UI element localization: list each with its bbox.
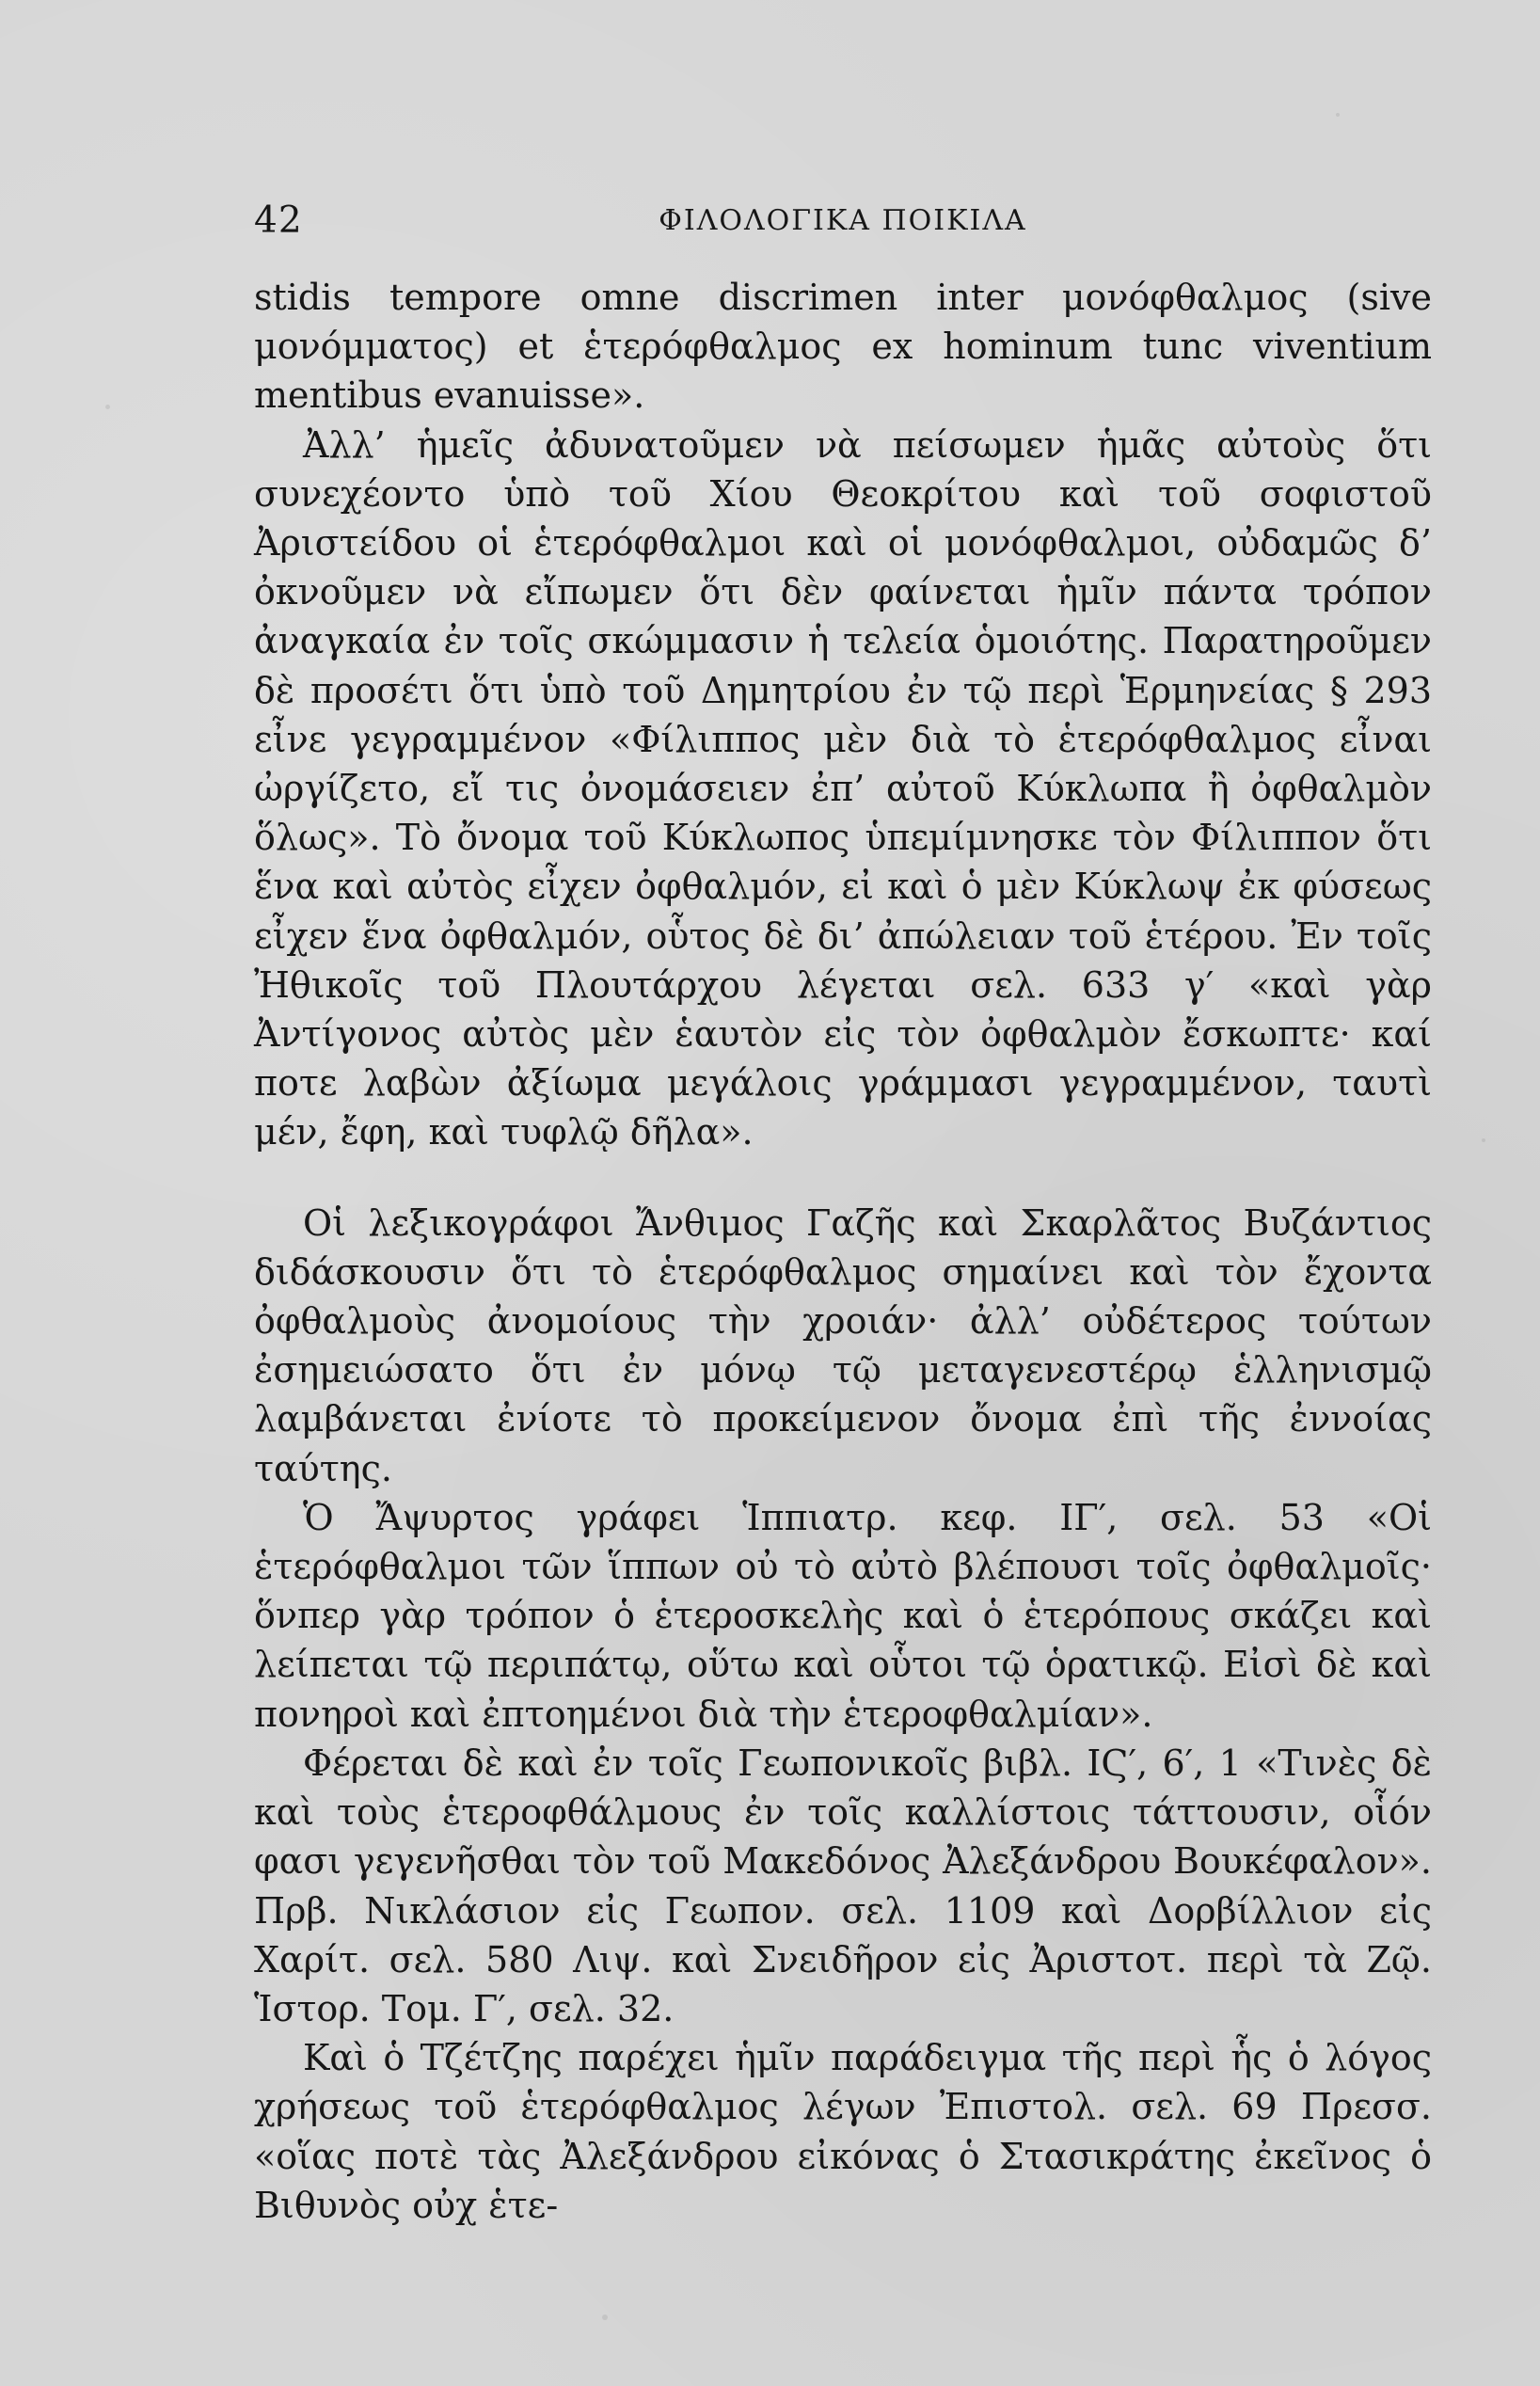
running-head [254, 193, 1432, 249]
paragraph-6: Καὶ ὁ Τζέτζης παρέχει ἡμῖν παράδειγμα τῆς περὶ ἧς ὁ λόγος χρήσεως τοῦ ἑτερόφθαλμος λέγων Ἐπιστολ. σελ. 69 Πρεσσ. «οἵας ποτὲ τὰς Ἀλεξάνδρου εἰκόνας ὁ Στασικράτης ἐκεῖνος ὁ Βιθυνὸς οὐχ ἑτε- [254, 2037, 1432, 2226]
body-text [254, 273, 1432, 2230]
paragraph-4: Ὁ Ἄψυρτος γράφει Ἱππιατρ. κεφ. ΙΓ′, σελ. 53 «Οἱ ἑτερόφθαλμοι τῶν ἵππων οὐ τὸ αὐτὸ βλέπουσι τοῖς ὀφθαλμοῖς· ὅνπερ γὰρ τρόπον ὁ ἑτεροσκελὴς καὶ ὁ ἑτερόπους σκάζει καὶ λείπεται τῷ περιπάτῳ, οὕτω καὶ οὗτοι τῷ ὁρατικῷ. Εἰσὶ δὲ καὶ πονηροὶ καὶ ἐπτοημένοι διὰ τὴν ἑτεροφθαλμίαν». [254, 1496, 1432, 1735]
paper-speck [105, 405, 110, 409]
paragraph-3: Οἱ λεξικογράφοι Ἄνθιμος Γαζῆς καὶ Σκαρλᾶτος Βυζάντιος διδάσκουσιν ὅτι τὸ ἑτερόφθαλμος σημαίνει καὶ τὸν ἔχοντα ὀφθαλμοὺς ἀνομοίους τὴν χροιάν· ἀλλ’ οὐδέτερος τούτων ἐσημειώσατο ὅτι ἐν μόνῳ τῷ μεταγενεστέρῳ ἑλληνισμῷ λαμβάνεται ἐνίοτε τὸ προκείμενον ὄνομα ἐπὶ τῆς ἐννοίας ταύτης. [254, 1201, 1432, 1489]
paper-speck [602, 2314, 608, 2320]
paragraph-1: stidis tempore omne discrimen inter μονόφθαλμος (sive μονόμματος) et ἑτερόφθαλμος ex hominum tunc viventium mentibus evanuisse». [254, 277, 1432, 417]
page-number: 42 [254, 199, 303, 242]
paper-speck [1482, 1138, 1485, 1142]
paragraph-5: Φέρεται δὲ καὶ ἐν τοῖς Γεωπονικοῖς βιβλ. ΙϚ′, 6′, 1 «Τινὲς δὲ καὶ τοὺς ἑτεροφθάλμους ἐν τοῖς καλλίστοις τάττουσιν, οἷόν φασι γεγενῆσθαι τὸν τοῦ Μακεδόνος Ἀλεξάνδρου Βουκέφαλον». Πρβ. Νικλάσιον εἰς Γεωπον. σελ. 1109 καὶ Δορβίλλιον εἰς Χαρίτ. σελ. 580 Λιψ. καὶ Σνειδῆρον εἰς Ἀριστοτ. περὶ τὰ Ζῷ. Ἱστορ. Τομ. Γ′, σελ. 32. [254, 1742, 1432, 2029]
paper-speck [1336, 113, 1340, 117]
page-header: ΦΙΛΟΛΟΓΙΚΑ ΠΟΙΚΙΛΑ [659, 204, 1027, 237]
paragraph-2: Ἀλλ’ ἡμεῖς ἀδυνατοῦμεν νὰ πείσωμεν ἡμᾶς αὐτοὺς ὅτι συνεχέοντο ὑπὸ τοῦ Χίου Θεοκρίτου καὶ τοῦ σοφιστοῦ Ἀριστείδου οἱ ἑτερόφθαλμοι καὶ οἱ μονόφθαλμοι, οὐδαμῶς δ’ ὀκνοῦμεν νὰ εἴπωμεν ὅτι δὲν φαίνεται ἡμῖν πάντα τρόπον ἀναγκαία ἐν τοῖς σκώμμασιν ἡ τελεία ὁμοιότης. Παρατηροῦμεν δὲ προσέτι ὅτι ὑπὸ τοῦ Δημητρίου ἐν τῷ περὶ Ἑρμηνείας § 293 εἶνε γεγραμμένον «Φίλιππος μὲν διὰ τὸ ἑτερόφθαλμος εἶναι ὠργίζετο, εἴ τις ὀνομάσειεν ἐπ’ αὐτοῦ Κύκλωπα ἢ ὀφθαλμὸν ὅλως». Τὸ ὄνομα τοῦ Κύκλωπος ὑπεμίμνησκε τὸν Φίλιππον ὅτι ἕνα καὶ αὐτὸς εἶχεν ὀφθαλμόν, εἰ καὶ ὁ μὲν Κύκλωψ ἐκ φύσεως εἶχεν ἕνα ὀφθαλμόν, οὗτος δὲ δι’ ἀπώλειαν τοῦ ἑτέρου. Ἐν τοῖς Ἠθικοῖς τοῦ Πλουτάρχου λέγεται σελ. 633 γ′ «καὶ γὰρ Ἀντίγονος αὐτὸς μὲν ἑαυτὸν εἰς τὸν ὀφθαλμὸν ἔσκωπτε· καί ποτε λαβὼν ἀξίωμα μεγάλοις γράμμασι γεγραμμένον, ταυτὶ μέν, ἔφη, καὶ τυφλῷ δῆλα». [254, 423, 1432, 1153]
